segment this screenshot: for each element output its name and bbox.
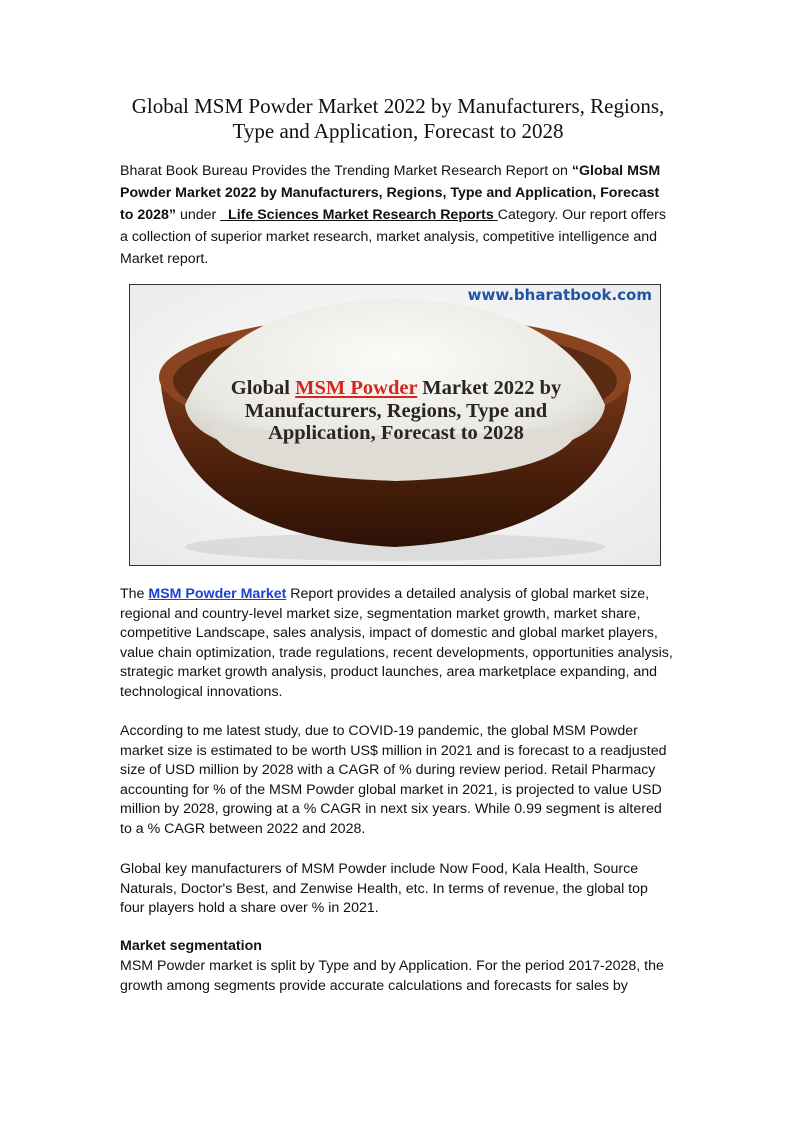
hero-highlight: MSM Powder xyxy=(295,377,418,399)
hero-line-2: Manufacturers, Regions, Type and xyxy=(244,399,548,422)
covid-paragraph: According to me latest study, due to COVID-19 pandemic, the global MSM Powder market size is estimated to be worth US$ million in 2021 and is forecast to a readjusted size of USD million by 2028 with a CAGR of % during review period. Retail Pharmacy accounting for % of the MSM Powder global market in 2021, is projected to value USD million by 2028, growing at a % CAGR in next six years. While 0.99 segment is altered to a % CAGR between 2022 and 2028. xyxy=(120,723,667,837)
hero-line-1-post: Market 2022 by xyxy=(417,377,562,399)
overview-paragraph xyxy=(120,585,676,703)
hero-caption xyxy=(130,377,661,445)
segmentation-paragraph: MSM Powder market is split by Type and by Application. For the period 2017-2028, the growth among segments provide accurate calculations and forecasts for sales by xyxy=(120,958,664,994)
manufacturers-paragraph: Global key manufacturers of MSM Powder include Now Food, Kala Health, Source Naturals, Doctor's Best, and Zenwise Health, etc. In terms of revenue, the global top four players hold a share over % in 2021. xyxy=(120,861,648,917)
hero-image xyxy=(129,284,661,566)
msm-powder-market-link[interactable]: MSM Powder Market xyxy=(148,586,287,602)
title-line-1: Global MSM Powder Market 2022 by Manufacturers, Regions, xyxy=(131,94,665,118)
page-title xyxy=(120,94,676,144)
report-name: “Global MSM Powder Market 2022 by Manufacturers, Regions, Type and Application, Forecast to 2028” xyxy=(120,163,661,223)
segmentation-heading: Market segmentation xyxy=(120,938,262,954)
title-line-2: Type and Application, Forecast to 2028 xyxy=(232,119,564,143)
p1-post: Report provides a detailed analysis of global market size, regional and country-level market size, segmentation market growth, market share, competitive Landscape, sales analysis, impact of domestic and global market players, value chain optimization, trade regulations, recent developments, opportunities analysis, strategic market growth analysis, product launches, area marketplace expanding, and technological innovations. xyxy=(120,586,673,700)
intro-text-2: under xyxy=(176,207,221,223)
hero-line-3: Application, Forecast to 2028 xyxy=(268,422,524,444)
p1-pre: The xyxy=(120,586,149,602)
intro-text-1: Bharat Book Bureau Provides the Trending Market Research Report on xyxy=(120,163,572,179)
intro-text-3: Category. Our report offers a collection of superior market research, market analysis, competitive intelligence and Market report. xyxy=(120,207,666,267)
category-link[interactable]: Life Sciences Market Research Reports xyxy=(220,207,498,223)
intro-paragraph xyxy=(120,160,676,270)
hero-line-1-pre: Global xyxy=(230,377,296,399)
hero-url: www.bharatbook.com xyxy=(467,286,652,304)
